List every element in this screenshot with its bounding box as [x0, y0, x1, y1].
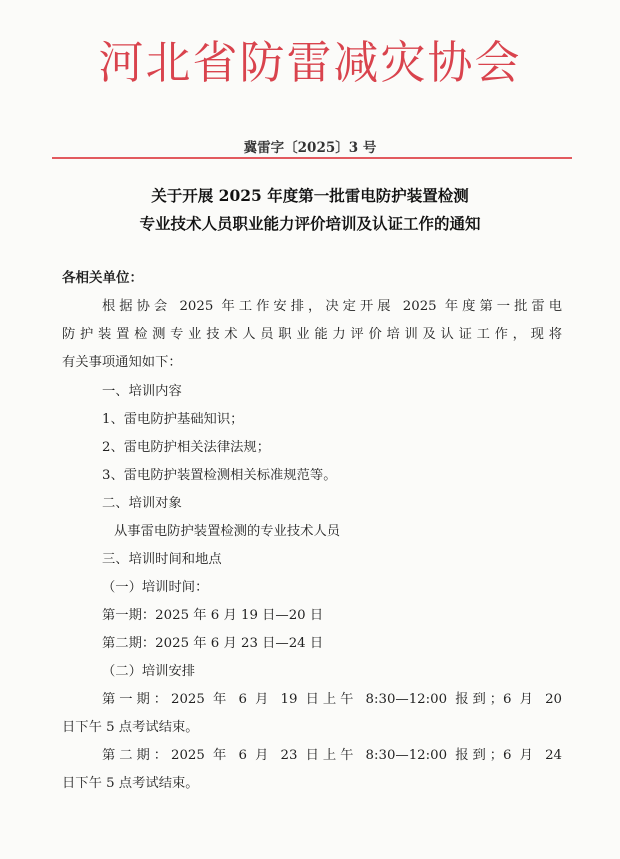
body-paragraph-line: 根据协会 2025 年工作安排，决定开展 2025 年度第一批雷电 — [102, 299, 562, 314]
session-2-date: 第二期：2025 年 6 月 23 日—24 日 — [102, 636, 324, 651]
section-heading-training-content: 一、培训内容 — [102, 384, 182, 399]
notice-title-line-2: 专业技术人员职业能力评价培训及认证工作的通知 — [139, 214, 481, 233]
session-1-arrangement: 第一期：2025 年 6 月 19 日上午 8:30—12:00 报到；6 月 20 — [102, 692, 562, 707]
subsection-heading-arrangement: （二）培训安排 — [102, 664, 196, 679]
section-heading-training-target: 二、培训对象 — [102, 496, 182, 511]
section-heading-time-place: 三、培训时间和地点 — [102, 552, 222, 567]
subsection-heading-time: （一）培训时间： — [102, 580, 209, 595]
document-number: 冀雷字〔2025〕3 号 — [243, 140, 377, 156]
red-divider — [52, 157, 572, 159]
list-item: 1、雷电防护基础知识； — [102, 412, 244, 427]
session-1-arrangement-cont: 日下午 5 点考试结束。 — [62, 720, 199, 735]
list-item: 3、雷电防护装置检测相关标准规范等。 — [102, 468, 337, 483]
body-paragraph-line: 防护装置检测专业技术人员职业能力评价培训及认证工作，现将 — [62, 327, 562, 342]
salutation: 各相关单位： — [62, 270, 143, 286]
list-item: 2、雷电防护相关法律法规； — [102, 440, 271, 455]
body-paragraph-line: 有关事项通知如下： — [62, 355, 182, 370]
session-1-date: 第一期：2025 年 6 月 19 日—20 日 — [102, 608, 324, 623]
notice-title-line-1: 关于开展 2025 年度第一批雷电防护装置检测 — [151, 186, 469, 205]
organization-header: 河北省防雷减灾协会 — [98, 36, 522, 89]
session-2-arrangement: 第二期：2025 年 6 月 23 日上午 8:30—12:00 报到；6 月 24 — [102, 748, 562, 763]
session-2-arrangement-cont: 日下午 5 点考试结束。 — [62, 776, 199, 791]
training-target-text: 从事雷电防护装置检测的专业技术人员 — [114, 524, 341, 539]
